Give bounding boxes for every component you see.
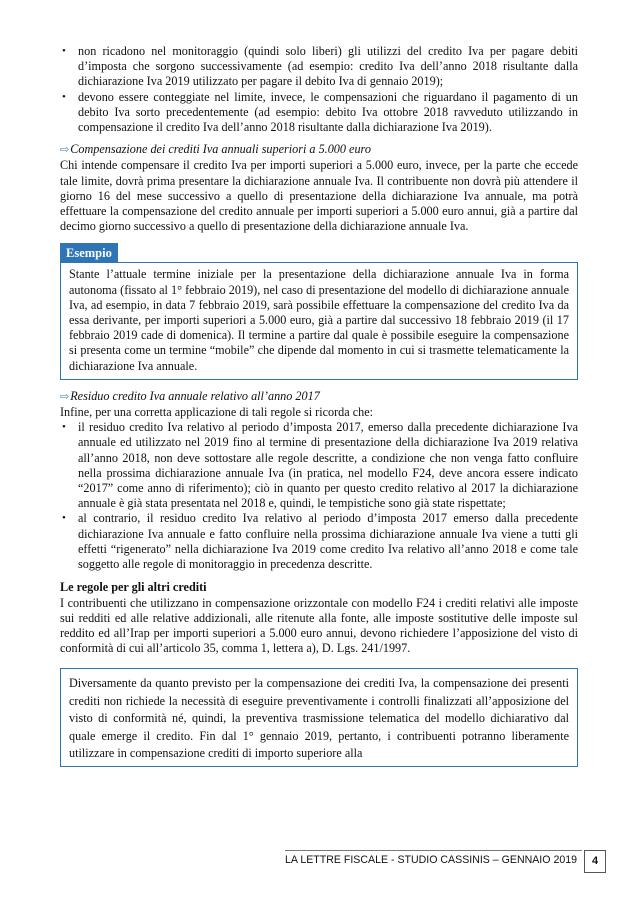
paragraph: I contribuenti che utilizzano in compensazione orizzontale con modello F24 i crediti relativi alle imposte sui redditi ed alle relative addizionali, alle ritenute alla fonte, alle imposte sostitutive delle imposte sul reddito ed all’Irap per importi superiori a 5.000 euro annui, devono richiedere l’apposizione del visto di conformità di cui all’articolo 35, comma 1, lettera a), D. Lgs. 241/1997. xyxy=(60,595,578,656)
document-body xyxy=(60,44,578,767)
section-title-residuo: ⇨Residuo credito Iva annuale relativo all’anno 2017 xyxy=(60,388,320,403)
right-arrow-icon: ⇨ xyxy=(60,144,70,157)
bullet-list-residuo xyxy=(60,420,578,572)
right-arrow-icon: ⇨ xyxy=(60,390,70,403)
section-title-altri-crediti: Le regole per gli altri crediti xyxy=(60,580,207,595)
bullet-list-top xyxy=(60,44,578,135)
list-item: • non ricadono nel monitoraggio (quindi solo liberi) gli utilizzi del credito Iva per pagare debiti d’imposta che sorgono successivamente (ad esempio: credito Iva dell’anno 2018 risultante dalla dichiarazione Iva 2019 utilizzato per pagare il debito Iva di gennaio 2019); xyxy=(62,44,578,89)
list-item: • al contrario, il residuo credito Iva relativo al periodo d’imposta 2017 emerso dalla precedente dichiarazione Iva annuale e fatto confluire nella prossima dichiarazione annuale Iva viene a tutti gli effetti “rigenerato” nella dichiarazione Iva 2019 come credito Iva relativo all’anno 2018 e come tale soggetto alle regole di monitoraggio in precedenza descritte. xyxy=(62,511,578,572)
section-title-compensazione: ⇨Compensazione dei crediti Iva annuali superiori a 5.000 euro xyxy=(60,142,371,157)
page-footer: LA LETTRE FISCALE - STUDIO CASSINIS – GENNAIO 2019 xyxy=(285,850,582,866)
example-text: Stante l’attuale termine iniziale per la presentazione della dichiarazione annuale Iva in forma autonoma (fissato al 1° febbraio 2019), nel caso di presentazione del modello di dichiarazione annuale Iva, ad esempio, in data 7 febbraio 2019, sarà possibile effettuare la compensazione del credito Iva da essa derivante, per importi superiori a 5.000 euro, già a partire dal successivo 18 febbraio 2019 (il 17 febbraio 2019 cade di domenica). Il termine a partire dal quale è possibile eseguire la compensazione si presenta come un termine “mobile” che dipende dal momento in cui si trasmette telematicamente la dichiarazione Iva annuale. xyxy=(69,267,569,373)
bullet-dot-icon: • xyxy=(62,421,66,434)
bullet-dot-icon: • xyxy=(62,512,66,525)
bullet-dot-icon: • xyxy=(62,45,66,57)
list-item: • il residuo credito Iva relativo al periodo d’imposta 2017, emerso dalla precedente dichiarazione Iva annuale ed utilizzato nel 2019 fino al termine di presentazione della dichiarazione Iva 2019 relativa all’anno 2018, non deve sottostare alle regole descritte, a condizione che non venga fatto confluire nella prossima dichiarazione annuale Iva (in pratica, nel modello F24, deve ancora essere indicato “2017” come anno di riferimento); ciò in quanto per questo credito relativo al 2017 la dichiarazione annuale è già stata presentata nel 2018 e, quindi, le tempistiche sono già state rispettate; xyxy=(62,420,578,511)
paragraph: Infine, per una corretta applicazione di tali regole si ricorda che: xyxy=(60,405,374,420)
example-label: Esempio xyxy=(60,243,118,262)
page-number: 4 xyxy=(584,850,606,873)
list-item: • devono essere conteggiate nel limite, invece, le compensazioni che riguardano il pagamento di un debito Iva sorto precedentemente (ad esempio: debito Iva ottobre 2018 ravveduto utilizzando in compensazione il credito Iva dell’anno 2018 risultante dalla dichiarazione Iva 2019). xyxy=(62,89,578,135)
note-box xyxy=(60,668,578,767)
example-box xyxy=(60,262,578,379)
bullet-dot-icon: • xyxy=(62,90,66,103)
note-text: Diversamente da quanto previsto per la compensazione dei crediti Iva, la compensazione dei presenti crediti non richiede la necessità di eseguire preventivamente i controlli finalizzati all’apposizione del visto di conformità né, quindi, la preventiva trasmissione telematica del modello dichiarativo dal quale emerge il credito. Fin dal 1° gennaio 2019, pertanto, i contribuenti potranno liberamente utilizzare in compensazione crediti di importo superiore alla xyxy=(69,676,569,760)
paragraph: Chi intende compensare il credito Iva per importi superiori a 5.000 euro, invece, per la parte che eccede tale limite, dovrà prima presentare la dichiarazione annuale Iva. Il contribuente non dovrà più attendere il giorno 16 del mese successivo a quello di presentazione della dichiarazione Iva annuale, ma potrà effettuare la compensazione del credito annuale per importi superiori a 5.000 euro annui, già a partire dal decimo giorno successivo a quello di presentazione della dichiarazione annuale Iva. xyxy=(60,158,578,234)
